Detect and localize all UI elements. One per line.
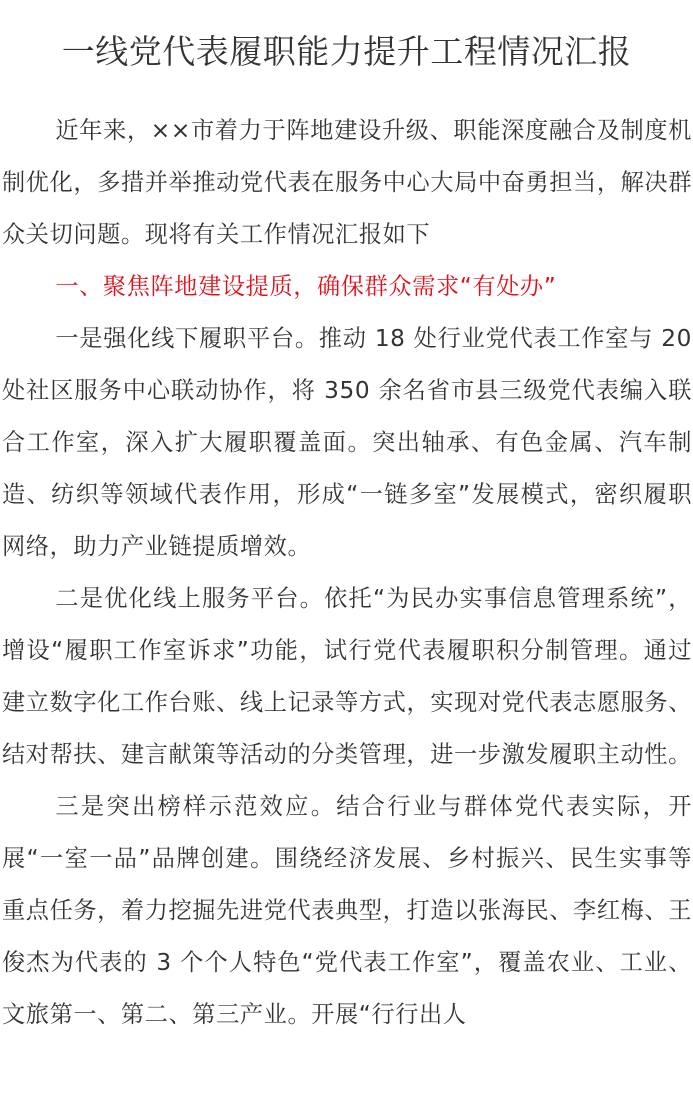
- section-1-heading: 一、聚焦阵地建设提质，确保群众需求“有处办”: [55, 273, 557, 300]
- item-3-paragraph: 三是突出榜样示范效应。结合行业与群体党代表实际，开展“一室一品”品牌创建。围绕经济发展、乡村振兴、民生实事等重点任务，着力挖掘先进党代表典型，打造以张海民、李红梅、王俊杰为代表的 3 个个人特色“党代表工作室”，覆盖农业、工业、文旅第一、第二、第三产业。开展“行行出人: [2, 793, 692, 1028]
- document-body: [2, 105, 692, 1041]
- document-title: 一线党代表履职能力提升工程情况汇报: [61, 32, 632, 71]
- intro-paragraph: 近年来，××市着力于阵地建设升级、职能深度融合及制度机制优化，多措并举推动党代表在服务中心大局中奋勇担当，解决群众关切问题。现将有关工作情况汇报如下: [2, 117, 692, 248]
- item-1-paragraph: 一是强化线下履职平台。推动 18 处行业党代表工作室与 20 处社区服务中心联动协作，将 350 余名省市县三级党代表编入联合工作室，深入扩大履职覆盖面。突出轴承、有色金属、汽车制造、纺织等领域代表作用，形成“一链多室”发展模式，密织履职网络，助力产业链提质增效。: [2, 325, 692, 560]
- item-2-paragraph: 二是优化线上服务平台。依托“为民办实事信息管理系统”，增设“履职工作室诉求”功能，试行党代表履职积分制管理。通过建立数字化工作台账、线上记录等方式，实现对党代表志愿服务、结对帮扶、建言献策等活动的分类管理，进一步激发履职主动性。: [2, 585, 692, 768]
